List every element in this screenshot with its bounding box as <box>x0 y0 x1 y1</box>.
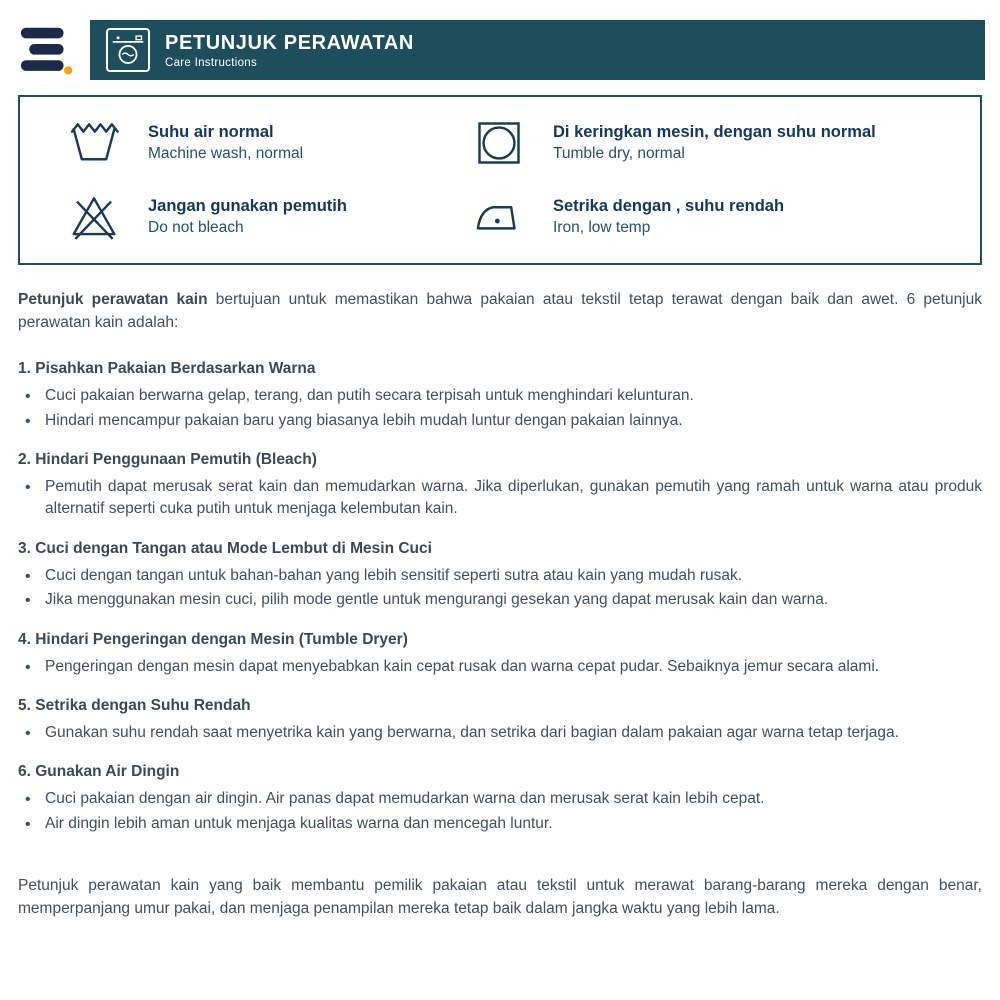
care-symbol-subtitle: Do not bleach <box>148 219 244 236</box>
care-section-3 <box>18 538 982 612</box>
bullet-item: • Gunakan suhu rendah saat menyetrika kain yang berwarna, dan setrika dari bagian dalam pakaian agar warna tetap terjaga. <box>18 722 982 745</box>
bullet-item: • Pengeringan dengan mesin dapat menyebabkan kain cepat rusak dan warna cepat pudar. Sebaiknya jemur secara alami. <box>18 656 982 679</box>
intro-lead: Petunjuk perawatan kain <box>18 291 208 308</box>
care-symbol-do-not-bleach <box>20 191 465 243</box>
bullet-item: • Air dingin lebih aman untuk menjaga kualitas warna dan mencegah luntur. <box>18 813 982 836</box>
section-heading: 2. Hindari Penggunaan Pemutih (Bleach) <box>18 451 317 469</box>
care-symbol-title: Di keringkan mesin, dengan suhu normal <box>553 123 876 141</box>
instructions-content <box>0 265 1000 921</box>
care-section-1 <box>18 358 982 432</box>
care-symbol-title: Suhu air normal <box>148 123 274 141</box>
header-bar <box>90 20 985 80</box>
care-section-6 <box>18 761 982 835</box>
closing-paragraph: Petunjuk perawatan kain yang baik membantu pemilik pakaian atau tekstil untuk merawat barang-barang mereka dengan benar, memperpanjang umur pakai, dan menjaga penampilan mereka tetap baik dalam jangka waktu yang lebih lama. <box>18 877 982 917</box>
care-section-2 <box>18 449 982 521</box>
iron-low-temp-icon <box>473 191 525 243</box>
page-subtitle: Care Instructions <box>165 56 258 69</box>
bullet-item: • Cuci pakaian dengan air dingin. Air panas dapat memudarkan warna dan merusak serat kain lebih cepat. <box>18 788 982 811</box>
section-heading: 1. Pisahkan Pakaian Berdasarkan Warna <box>18 360 316 378</box>
washing-machine-icon <box>106 28 150 72</box>
section-heading: 3. Cuci dengan Tangan atau Mode Lembut di Mesin Cuci <box>18 540 432 557</box>
page-title: PETUNJUK PERAWATAN <box>165 31 414 54</box>
care-symbol-title: Jangan gunakan pemutih <box>148 197 347 215</box>
brand-logo <box>0 20 90 80</box>
page-header <box>0 0 1000 80</box>
care-section-5 <box>18 695 982 744</box>
care-symbols-box <box>18 95 982 265</box>
care-symbol-machine-wash <box>20 117 465 169</box>
brand-logo-icon <box>16 24 74 76</box>
machine-wash-icon <box>68 117 120 169</box>
bullet-item: • Cuci pakaian berwarna gelap, terang, dan putih secara terpisah untuk menghindari kelunturan. <box>18 385 982 408</box>
care-symbol-subtitle: Tumble dry, normal <box>553 145 685 162</box>
care-symbol-subtitle: Iron, low temp <box>553 219 651 236</box>
do-not-bleach-icon <box>68 191 120 243</box>
section-heading: 6. Gunakan Air Dingin <box>18 763 180 781</box>
care-symbol-tumble-dry <box>465 117 970 169</box>
care-symbol-iron-low <box>465 191 970 243</box>
care-section-4 <box>18 629 982 678</box>
bullet-item: • Pemutih dapat merusak serat kain dan memudarkan warna. Jika diperlukan, gunakan pemutih yang ramah untuk warna atau produk alternatif seperti cuka putih untuk menjaga kelembutan kain. <box>18 476 982 521</box>
bullet-item: • Hindari mencampur pakaian baru yang biasanya lebih mudah luntur dengan pakaian lainnya. <box>18 410 982 433</box>
intro-paragraph <box>18 289 982 334</box>
care-symbol-title: Setrika dengan , suhu rendah <box>553 197 785 215</box>
bullet-item: • Cuci dengan tangan untuk bahan-bahan yang lebih sensitif seperti sutra atau kain yang mudah rusak. <box>18 565 982 588</box>
care-symbol-subtitle: Machine wash, normal <box>148 145 304 162</box>
section-heading: 5. Setrika dengan Suhu Rendah <box>18 697 251 715</box>
bullet-item: • Jika menggunakan mesin cuci, pilih mode gentle untuk mengurangi gesekan yang dapat merusak kain dan warna. <box>18 589 982 612</box>
section-heading: 4. Hindari Pengeringan dengan Mesin (Tumble Dryer) <box>18 630 408 648</box>
tumble-dry-icon <box>473 117 525 169</box>
intro-rest: bertujuan untuk memastikan bahwa pakaian atau tekstil tetap terawat dengan baik dan awet. 6 petunjuk perawatan kain adalah: <box>18 291 982 331</box>
